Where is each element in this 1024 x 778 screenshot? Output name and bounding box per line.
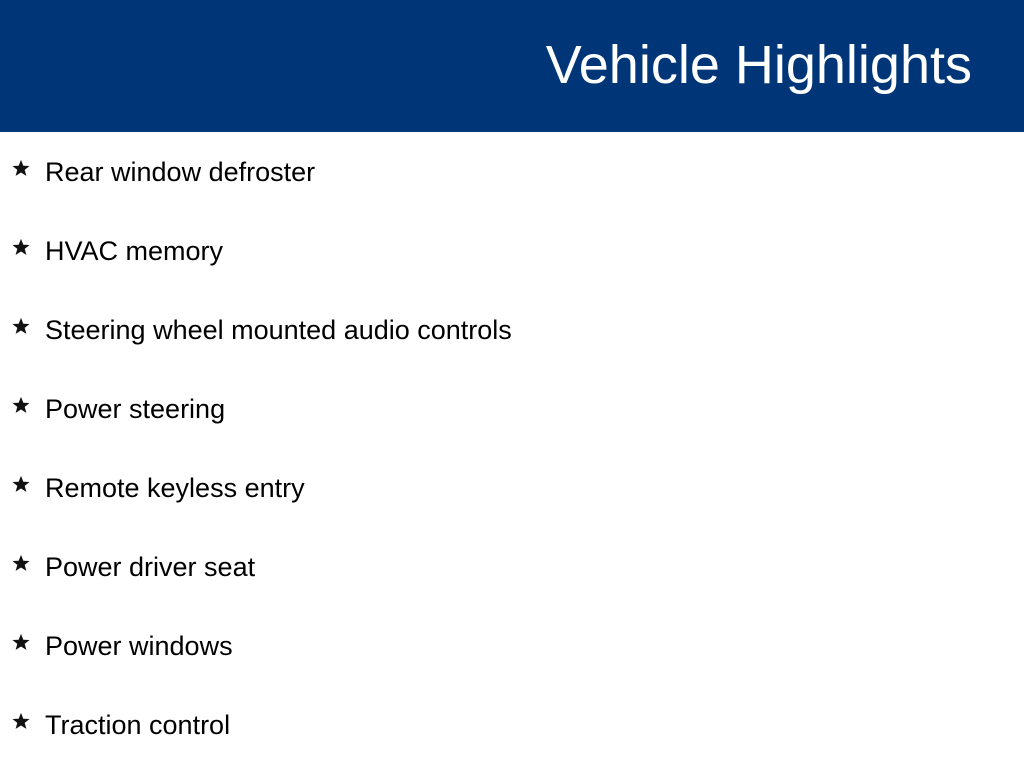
list-item-label: HVAC memory xyxy=(45,236,224,266)
list-item xyxy=(0,462,1024,541)
page-title: Vehicle Highlights xyxy=(545,35,972,95)
highlights-list xyxy=(0,146,1024,778)
list-item-label: Power driver seat xyxy=(45,552,256,582)
star-icon xyxy=(12,633,30,651)
list-item-label: Power steering xyxy=(45,394,226,424)
star-icon xyxy=(12,475,30,493)
list-item xyxy=(0,225,1024,304)
list-item xyxy=(0,541,1024,620)
list-item-label: Power windows xyxy=(45,631,233,661)
star-icon xyxy=(12,712,30,730)
list-item xyxy=(0,146,1024,225)
star-icon xyxy=(12,317,30,335)
list-item-label: Remote keyless entry xyxy=(45,473,305,503)
list-item-label: Rear window defroster xyxy=(45,157,316,187)
list-item xyxy=(0,699,1024,778)
list-item-label: Traction control xyxy=(45,710,231,740)
star-icon xyxy=(12,396,30,414)
list-item-label: Steering wheel mounted audio controls xyxy=(45,315,512,345)
list-item xyxy=(0,304,1024,383)
header-bar xyxy=(0,0,1024,132)
star-icon xyxy=(12,554,30,572)
list-item xyxy=(0,620,1024,699)
star-icon xyxy=(12,238,30,256)
list-item xyxy=(0,383,1024,462)
star-icon xyxy=(12,159,30,177)
